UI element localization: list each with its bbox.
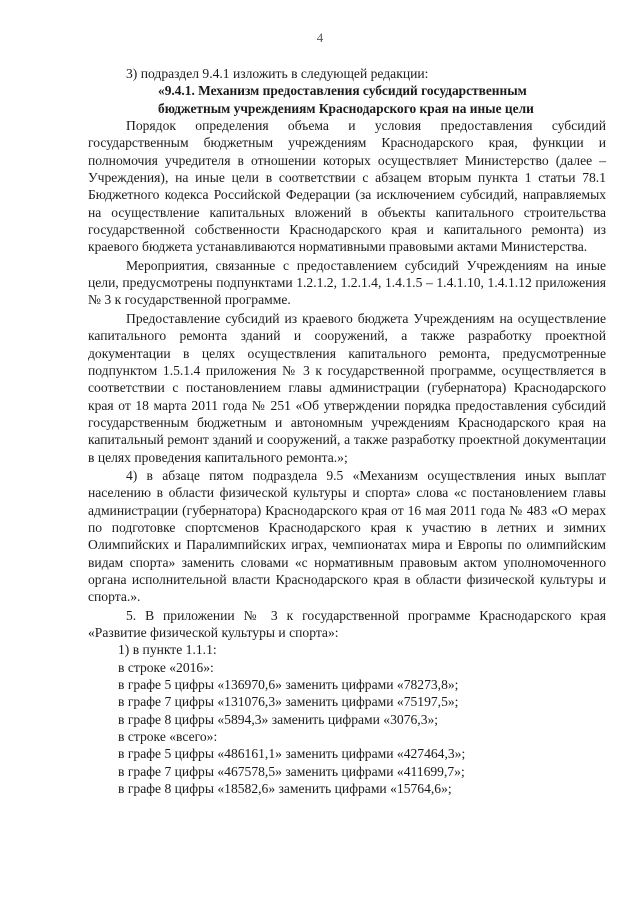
list-item: в графе 7 цифры «467578,5» заменить цифрами «411699,7»; [118, 763, 465, 779]
list-item: в графе 5 цифры «486161,1» заменить цифрами «427464,3»; [118, 746, 466, 762]
list-item: в графе 5 цифры «136970,6» заменить цифрами «78273,8»; [118, 677, 459, 693]
list-item: 1) в пункте 1.1.1: [118, 642, 217, 658]
paragraph-procedure: Порядок определения объема и условия предоставления субсидий государственным бюджетным учреждениям Краснодарского края, функции и полномочия учредителя в отношении которых осуществляет Министерство (далее – Учреждения), на иные цели в соответствии с абзацем вторым пункта 1 статьи 78.1 Бюджетного кодекса Российской Федерации (за исключением субсидий, направляемых на осуществление капитальных вложений в объекты капитального строительства государственной собственности Краснодарского края и капитального ремонта) из краевого бюджета устанавливаются нормативными правовыми актами Министерства. [88, 118, 606, 255]
paragraph-item-5: 5. В приложении № 3 к государственной программе Краснодарского края «Развитие физической культуры и спорта»: [88, 607, 606, 640]
paragraph-capital-repair: Предоставление субсидий из краевого бюджета Учреждениям на осуществление капитального ремонта зданий и сооружений, а также разработку проектной документации в целях осуществления капитального ремонта, предусмотренные подпунктом 1.5.1.4 приложения № 3 к государственной программе, осуществляется в соответствии с постановлением главы администрации (губернатора) Краснодарского края от 18 марта 2011 года № 251 «Об утверждении порядка предоставления субсидий государственным бюджетным и автономным учреждениям Краснодарского края на капитальный ремонт зданий и сооружений, а также разработку проектной документации в целях проведения капитального ремонта.»; [88, 310, 606, 465]
section-heading-line-1: «9.4.1. Механизм предоставления субсидий государственным [158, 83, 527, 99]
list-item: в строке «всего»: [118, 729, 218, 745]
paragraph-item-4: 4) в абзаце пятом подраздела 9.5 «Механизм осуществления иных выплат населению в области физической культуры и спорта» слова «с постановлением главы администрации (губернатора) Краснодарского края от 16 мая 2011 года № 483 «О мерах по подготовке спортсменов Краснодарского края к участию в летних и зимних Олимпийских и Паралимпийских играх, чемпионатах мира и Европы по олимпийским видам спорта» заменить словами «с нормативным правовым актом уполномоченного органа исполнительной власти Краснодарского края в области физической культуры и спорта.». [88, 467, 606, 605]
document-body [88, 65, 606, 797]
list-item: в графе 8 цифры «5894,3» заменить цифрами «3076,3»; [118, 711, 439, 727]
section-heading-line-2: бюджетным учреждениям Краснодарского края на иные цели [158, 100, 534, 116]
page-number: 4 [316, 30, 324, 45]
list-item: в графе 8 цифры «18582,6» заменить цифрами «15764,6»; [118, 781, 452, 797]
intro-paragraph: 3) подраздел 9.4.1 изложить в следующей редакции: [126, 66, 429, 81]
paragraph-measures: Мероприятия, связанные с предоставлением субсидий Учреждениям на иные цели, предусмотрены подпунктами 1.2.1.2, 1.2.1.4, 1.4.1.5 – 1.4.1.10, 1.4.1.12 приложения № 3 к государственной программе. [88, 257, 606, 308]
list-item: в строке «2016»: [118, 659, 214, 675]
list-item: в графе 7 цифры «131076,3» заменить цифрами «75197,5»; [118, 694, 459, 710]
